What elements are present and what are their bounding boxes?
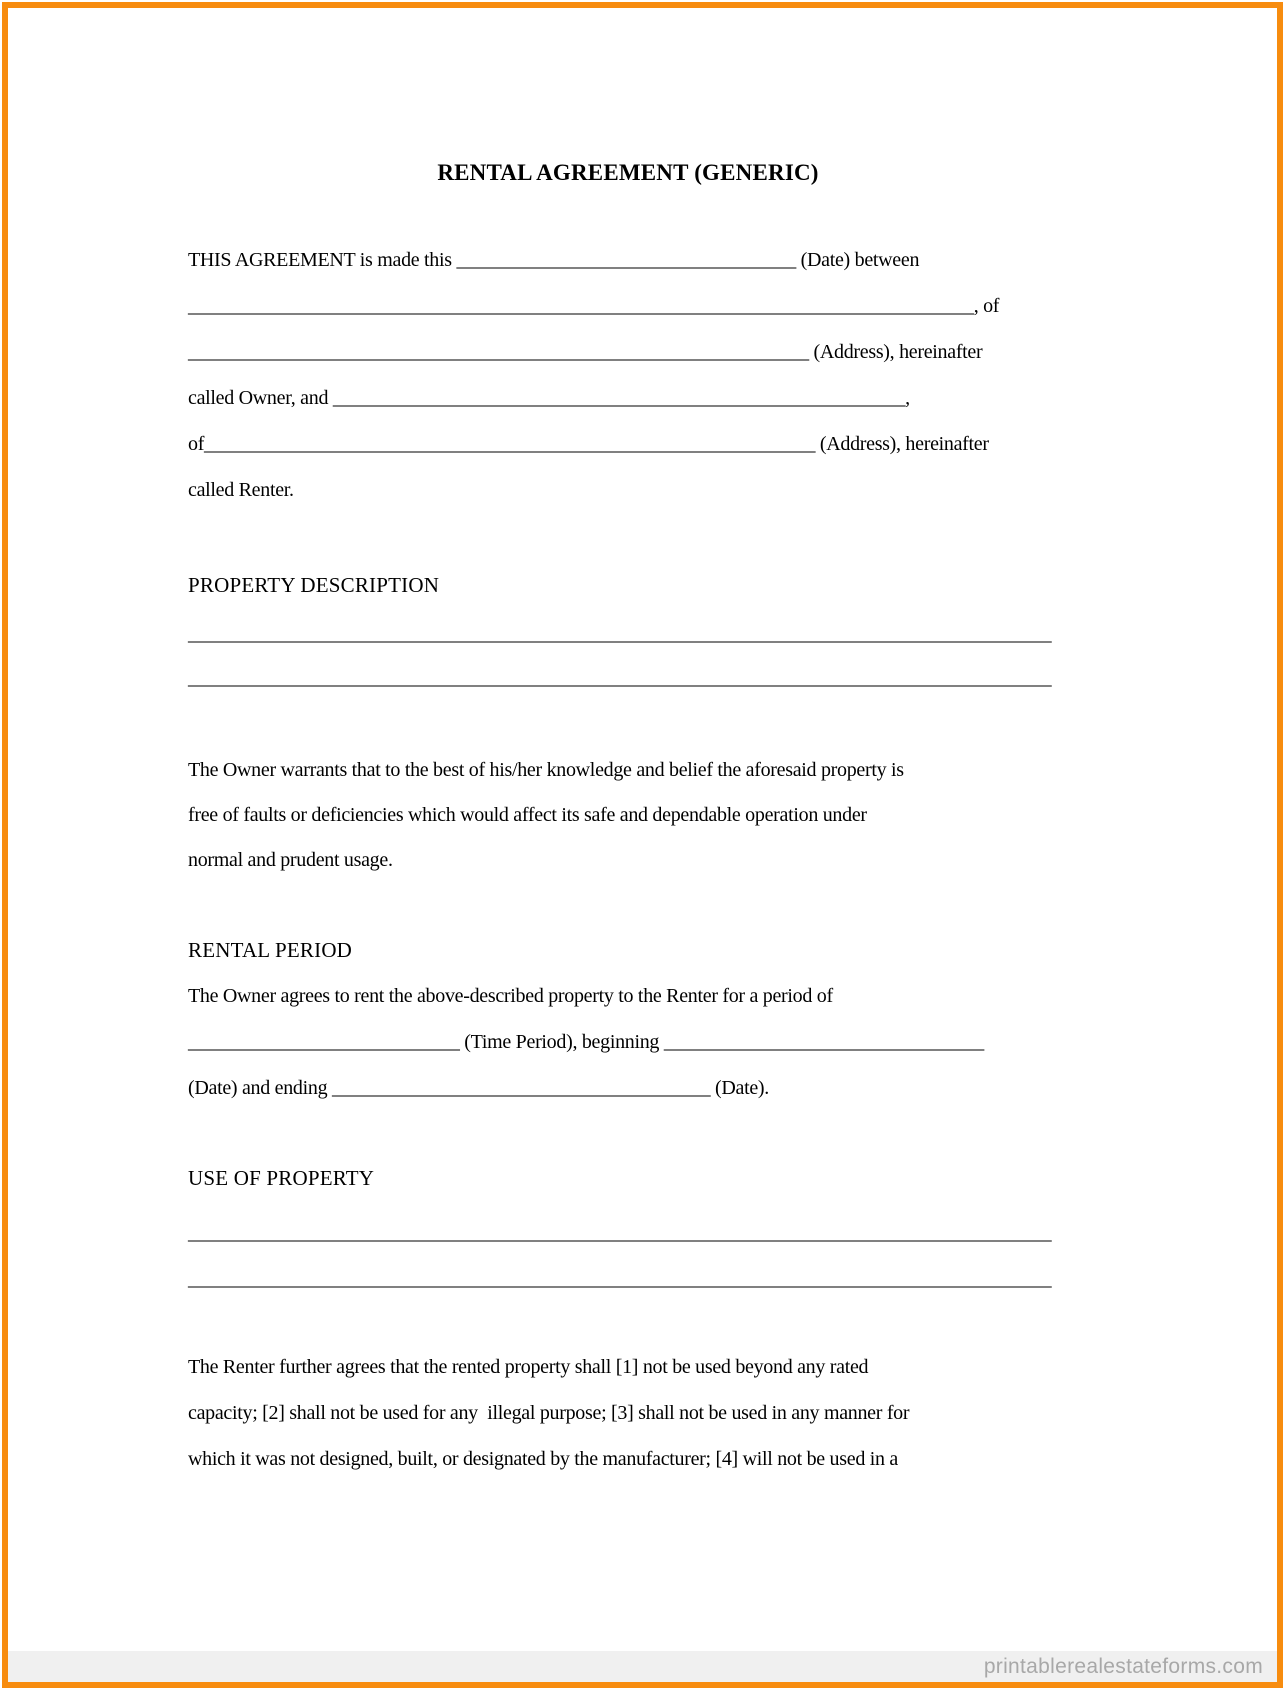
section-heading-use-of-property: USE OF PROPERTY (188, 1166, 375, 1190)
intro-line-1: THIS AGREEMENT is made this ___________________________________ (Date) between (188, 249, 920, 271)
warranty-line-1: The Owner warrants that to the best of his/her knowledge and belief the aforesaid property is (188, 759, 904, 781)
rental-period-line-2: ____________________________ (Time Period), beginning _________________________________ (188, 1031, 984, 1053)
rental-period-line-3: (Date) and ending _______________________________________ (Date). (188, 1077, 769, 1099)
warranty-line-3: normal and prudent usage. (188, 849, 393, 871)
footer-bar (8, 1651, 1277, 1682)
rental-period-line-1: The Owner agrees to rent the above-described property to the Renter for a period of (188, 985, 833, 1007)
property-description-blank-line-1: _________________________________________________________________________________________ (188, 623, 1052, 645)
document-title: RENTAL AGREEMENT (GENERIC) (437, 160, 819, 185)
renter-obligations-line-3: which it was not designed, built, or designated by the manufacturer; [4] will not be used in a (188, 1448, 898, 1470)
intro-line-2: _________________________________________________________________________________, of (188, 295, 1000, 317)
warranty-line-2: free of faults or deficiencies which would affect its safe and dependable operation under (188, 804, 867, 826)
footer-website-text: printablerealestateforms.com (983, 1654, 1263, 1678)
use-of-property-blank-line-1: _________________________________________________________________________________________ (188, 1222, 1052, 1244)
renter-obligations-line-1: The Renter further agrees that the rented property shall [1] not be used beyond any rated (188, 1356, 869, 1378)
section-heading-rental-period: RENTAL PERIOD (188, 938, 353, 962)
intro-line-4: called Owner, and ___________________________________________________________, (188, 387, 910, 409)
use-of-property-blank-line-2: _________________________________________________________________________________________ (188, 1268, 1052, 1290)
intro-line-6: called Renter. (188, 479, 294, 501)
section-heading-property-description: PROPERTY DESCRIPTION (188, 573, 440, 597)
renter-obligations-line-2: capacity; [2] shall not be used for any illegal purpose; [3] shall not be used in any manner for (188, 1402, 910, 1424)
intro-line-3: ________________________________________________________________ (Address), hereinafter (188, 341, 983, 363)
intro-line-5: of_______________________________________________________________ (Address), hereinafter (188, 433, 989, 455)
property-description-blank-line-2: _________________________________________________________________________________________ (188, 667, 1052, 689)
